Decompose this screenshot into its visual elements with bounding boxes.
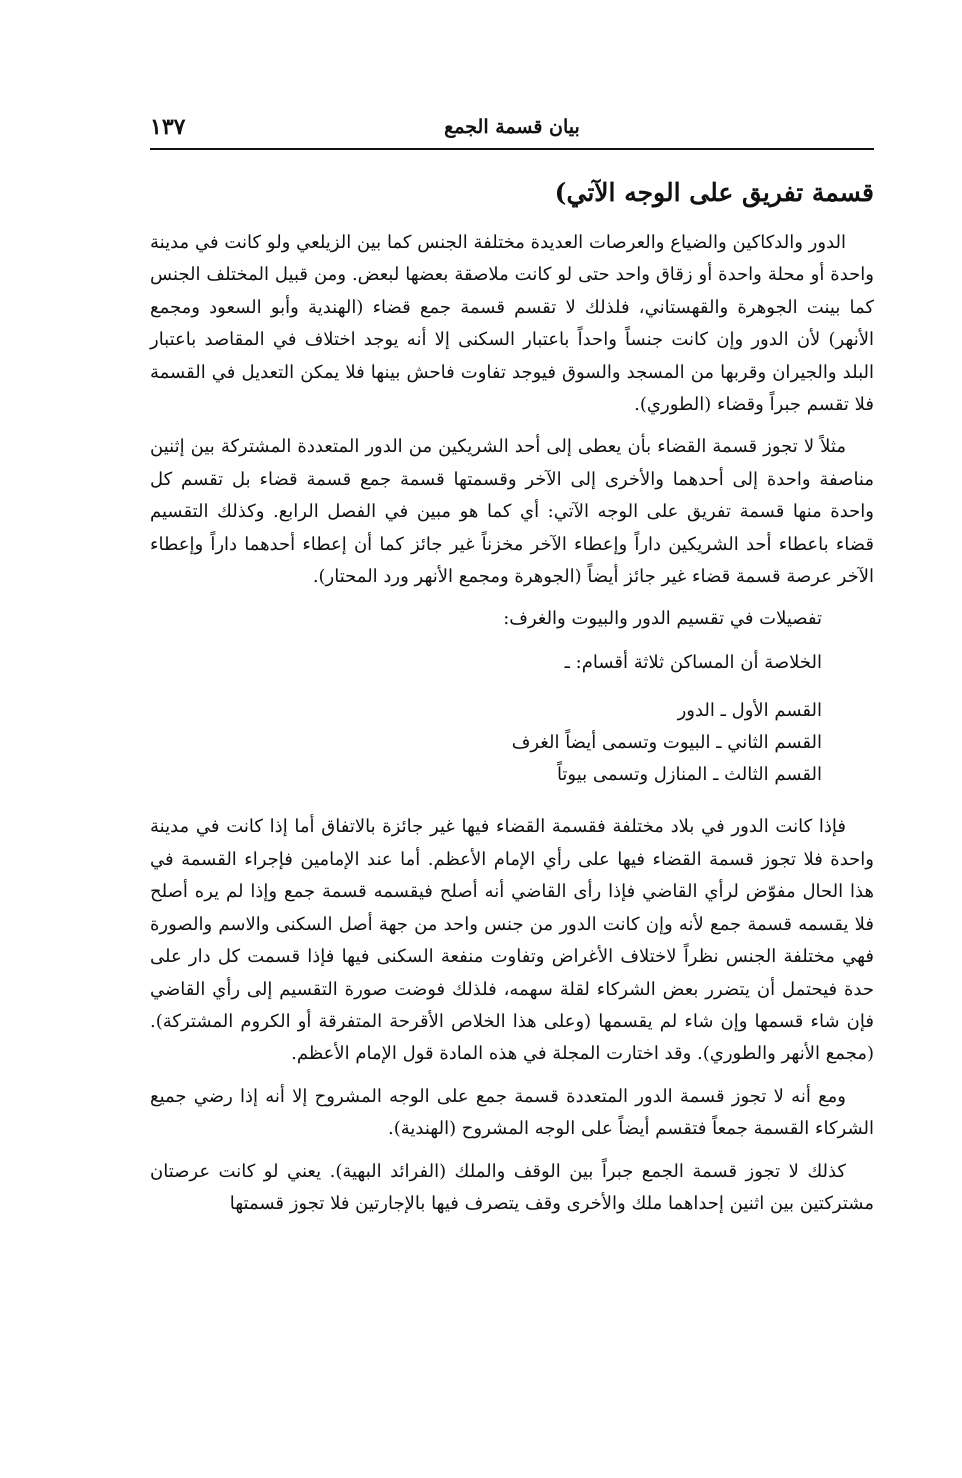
dwelling-categories-list bbox=[150, 695, 822, 791]
paragraph-houses-in-different-towns: فإذا كانت الدور في بلاد مختلفة فقسمة القضاء فيها غير جائزة بالاتفاق أما إذا كانت في مدينة واحدة فلا تجوز قسمة القضاء فيها على رأي الإمام الأعظم. أما عند الإمامين فإجراء القسمة في هذا الحال مفوّض لرأي القاضي فإذا رأى القاضي أنه أصلح فيقسمه قسمة جمع وإذا لم يره أصلح فلا يقسمه قسمة جمع لأنه وإن كانت الدور من جنس واحد من جهة أصل السكنى والاسم والصورة فهي مختلفة الجنس نظراً لاختلاف الأغراض وتفاوت منفعة السكنى فيها فإذا قسمت كل دار على حدة فيحتمل أن يتضرر بعض الشركاء لقلة سهمه، فلذلك فوضت صورة التقسيم إلى رأي القاضي فإن شاء قسمها وإن شاء لم يقسمها (وعلى هذا الخلاص الأقرحة المتفرقة أو الكروم المشتركة). (مجمع الأنهر والطوري). وقد اختارت المجلة في هذه المادة قول الإمام الأعظم. bbox=[150, 816, 875, 1065]
section-title: قسمة تفريق على الوجه الآتي) bbox=[554, 178, 874, 207]
page-number: ١٣٧ bbox=[150, 114, 186, 140]
category-item-houses: القسم الأول ـ الدور bbox=[677, 700, 822, 722]
book-page bbox=[150, 112, 874, 1230]
running-header bbox=[150, 112, 874, 150]
summary-lead: الخلاصة أن المساكن ثلاثة أقسام: ـ bbox=[564, 652, 822, 674]
category-item-lodgings: القسم الثالث ـ المنازل وتسمى بيوتاً bbox=[556, 764, 822, 786]
paragraph-houses-different-kind: الدور والدكاكين والضياع والعرصات العديدة مختلفة الجنس كما بين الزيلعي ولو كانت في مدينة واحدة أو محلة واحدة أو زقاق واحد حتى لو كانت ملاصقة بعضها لبعض. ومن قبيل المختلف الجنس كما بينت الجوهرة والقهستاني، فلذلك لا تقسم قسمة جمع قضاء (الهندية وأبو السعود ومجمع الأنهر) لأن الدور وإن كانت جنساً واحداً باعتبار السكنى إلا أنه يوجد اختلاف في المقاصد باعتبار البلد والجيران وقربها من المسجد والسوق فيوجد تفاوت فاحش بينها فلا يمكن التعديل في القسمة فلا تقسم جبراً وقضاء (الطوري). bbox=[150, 232, 875, 416]
paragraph-example-judicial-division: مثلاً لا تجوز قسمة القضاء بأن يعطى إلى أحد الشريكين من الدور المتعددة المشتركة بين إثنين مناصفة واحدة إلى أحدهما والأخرى إلى الآخر وقسمتها قسمة جمع قسمة قضاء بل تقسم كل واحدة منها قسمة تفريق على الوجه الآتي: أي كما هو مبين في الفصل الرابع. وكذلك التقسيم قضاء باعطاء أحد الشريكين داراً وإعطاء الآخر مخزناً غير جائز كما أن إعطاء أحدهما داراً وإعطاء الآخر عرصة قسمة قضاء غير جائز أيضاً (الجوهرة ومجمع الأنهر ورد المحتار). bbox=[150, 436, 874, 588]
paragraph-waqf-and-property: كذلك لا تجوز قسمة الجمع جبراً بين الوقف والملك (الفرائد البهية). يعني لو كانت عرصتان مشتركتين بين اثنين إحداهما ملك والأخرى وقف يتصرف فيها بالإجارتين فلا تجوز قسمتها bbox=[150, 1160, 874, 1214]
paragraph-consent-of-partners: ومع أنه لا تجوز قسمة الدور المتعددة قسمة جمع على الوجه المشروح إلا أنه إذا رضي جميع الشركاء القسمة جمعاً فتقسم أيضاً على الوجه المشروح (الهندية). bbox=[150, 1085, 874, 1140]
running-title: بيان قسمة الجمع bbox=[444, 116, 580, 138]
category-item-rooms: القسم الثاني ـ البيوت وتسمى أيضاً الغرف bbox=[511, 732, 822, 754]
details-heading: تفصيلات في تقسيم الدور والبيوت والغرف: bbox=[503, 608, 822, 630]
